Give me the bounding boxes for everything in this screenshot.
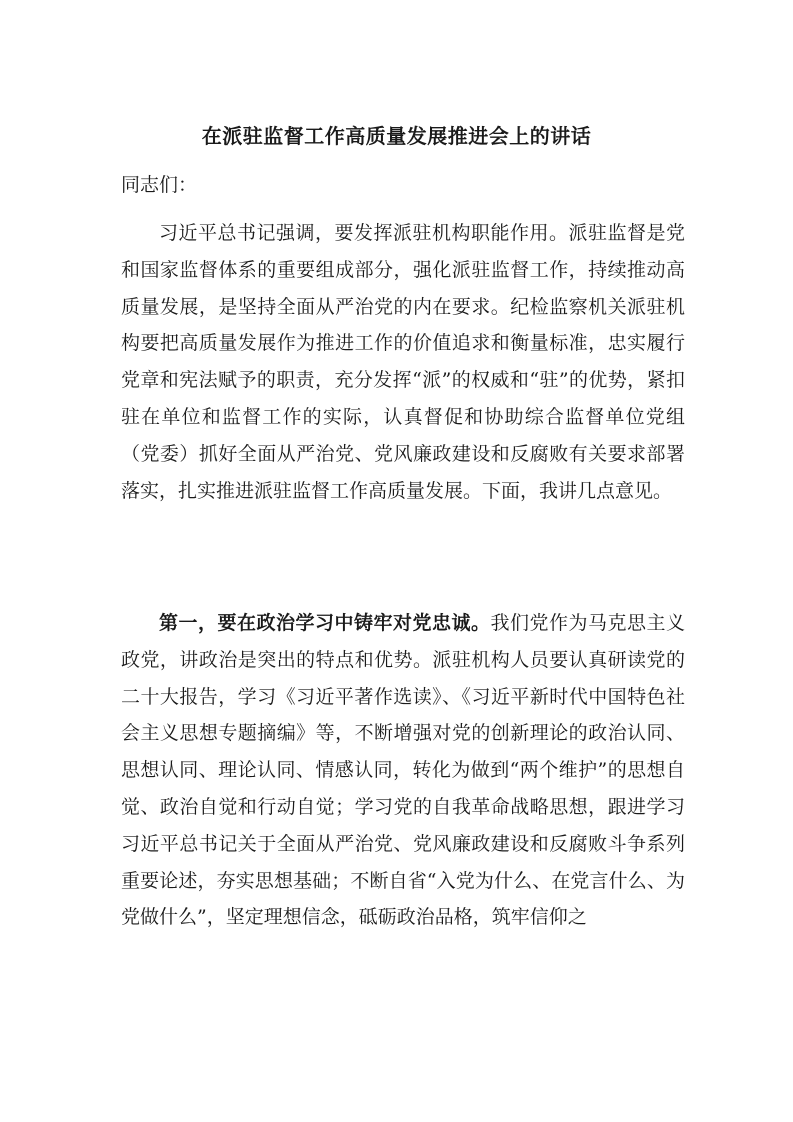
- salutation: 同志们：: [121, 174, 198, 196]
- paragraph-intro: [121, 215, 685, 509]
- paragraph-first-point: [121, 605, 685, 936]
- document-title: 在派驻监督工作高质量发展推进会上的讲话: [201, 124, 592, 148]
- paragraph-lead-heading: 第一，要在政治学习中铸牢对党忠诚。: [159, 612, 491, 634]
- paragraph-body: 习近平总书记强调，要发挥派驻机构职能作用。派驻监督是党和国家监督体系的重要组成部分，强化派驻监督工作，持续推动高质量发展，是坚持全面从严治党的内在要求。纪检监察机关派驻机构要把高质量发展作为推进工作的价值追求和衡量标准，忠实履行党章和宪法赋予的职责，充分发挥“派”的权威和“驻”的优势，紧扣驻在单位和监督工作的实际，认真督促和协助综合监督单位党组（党委）抓好全面从严治党、党风廉政建设和反腐败有关要求部署落实，扎实推进派驻监督工作高质量发展。下面，我讲几点意见。: [121, 222, 685, 502]
- paragraph-body: 我们党作为马克思主义政党，讲政治是突出的特点和优势。派驻机构人员要认真研读党的二十大报告，学习《习近平著作选读》、《习近平新时代中国特色社会主义思想专题摘编》等，不断增强对党的创新理论的政治认同、思想认同、理论认同、情感认同，转化为做到“两个维护”的思想自觉、政治自觉和行动自觉；学习党的自我革命战略思想，跟进学习习近平总书记关于全面从严治党、党风廉政建设和反腐败斗争系列重要论述，夯实思想基础；不断自省“入党为什么、在党言什么、为党做什么”，坚定理想信念，砥砺政治品格，筑牢信仰之: [121, 612, 685, 929]
